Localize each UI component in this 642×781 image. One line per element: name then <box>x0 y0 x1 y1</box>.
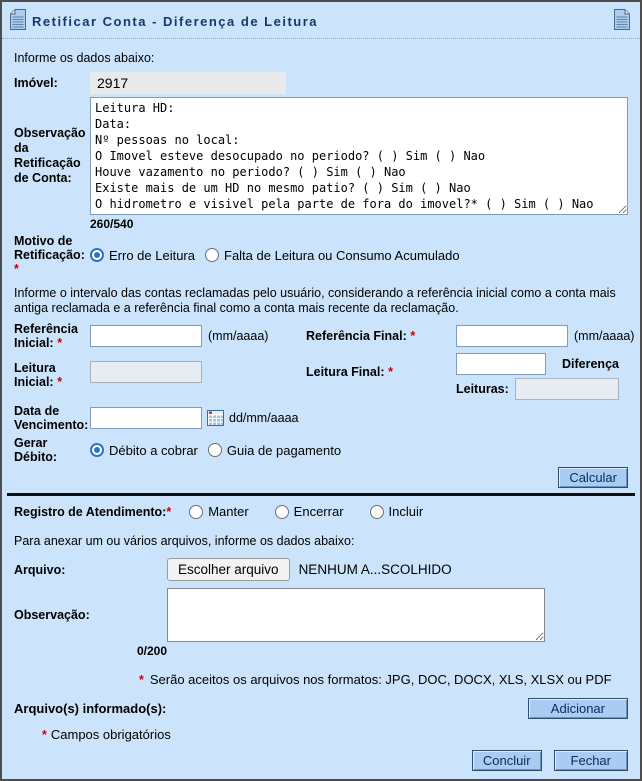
radio-guia-de-pagamento[interactable] <box>208 443 341 458</box>
page-title: Retificar Conta - Diferença de Leitura <box>32 13 318 29</box>
leitura-inicial-required: * <box>57 375 63 389</box>
escolher-arquivo-button[interactable]: Escolher arquivo <box>167 558 290 581</box>
arquivo-label: Arquivo: <box>14 562 66 577</box>
gerar-debito-row <box>14 436 628 464</box>
radio-manter-label: Manter <box>208 504 249 519</box>
radio-encerrar-label: Encerrar <box>293 504 344 519</box>
radio-falta-de-leitura[interactable] <box>205 248 460 263</box>
radio-incluir-icon[interactable] <box>370 505 384 519</box>
referencia-inicial-input[interactable] <box>90 325 202 347</box>
campos-required-mark: * <box>42 728 47 742</box>
intro-text: Informe os dados abaixo: <box>14 51 155 65</box>
radio-manter-icon[interactable] <box>189 505 203 519</box>
leitura-inicial-label: Leitura Inicial: <box>14 361 56 389</box>
data-vencimento-input[interactable] <box>90 407 202 429</box>
radio-falta-de-leitura-icon[interactable] <box>205 248 219 262</box>
leitura-row <box>14 353 628 400</box>
imovel-row <box>14 72 628 94</box>
radio-encerrar[interactable] <box>275 504 344 519</box>
referencia-inicial-hint: (mm/aaaa) <box>208 329 269 343</box>
data-vencimento-row <box>14 404 628 432</box>
radio-erro-de-leitura[interactable] <box>90 248 195 263</box>
motivo-retificacao-row <box>14 234 628 276</box>
registro-atendimento-required: * <box>166 505 172 519</box>
diferenca-leituras-input <box>515 378 619 400</box>
no-file-chosen-text: NENHUM A...SCOLHIDO <box>298 562 452 577</box>
imovel-value: 2917 <box>90 72 286 94</box>
observacao-retificacao-label: Observação da Retificação de Conta: <box>14 126 86 185</box>
calcular-row <box>14 467 628 488</box>
referencia-final-input[interactable] <box>456 325 568 347</box>
calcular-button[interactable]: Calcular <box>558 467 628 488</box>
radio-debito-a-cobrar-icon[interactable] <box>90 443 104 457</box>
imovel-label: Imóvel: <box>14 76 58 90</box>
adicionar-button[interactable]: Adicionar <box>528 698 628 719</box>
data-vencimento-label: Data de Vencimento: <box>14 404 89 432</box>
radio-guia-de-pagamento-label: Guia de pagamento <box>226 442 342 458</box>
arquivo-row <box>14 558 628 581</box>
referencia-final-hint: (mm/aaaa) <box>574 329 635 343</box>
page-icon-right <box>614 9 630 33</box>
formats-note-text: Serão aceitos os arquivos nos formatos: JPG, DOC, DOCX, XLS, XLSX ou PDF <box>149 672 612 687</box>
dialog-action-buttons <box>14 750 628 771</box>
radio-debito-a-cobrar-label: Débito a cobrar <box>109 442 198 458</box>
observacao-retificacao-row <box>14 97 628 215</box>
page-icon-left <box>10 9 26 33</box>
formats-note-row <box>139 672 628 687</box>
radio-guia-de-pagamento-icon[interactable] <box>208 443 222 457</box>
arquivos-informados-label: Arquivo(s) informado(s): <box>14 701 167 716</box>
motivo-retificacao-label: Motivo de Retificação: <box>14 234 85 262</box>
leitura-final-required: * <box>388 365 393 379</box>
radio-incluir-label: Incluir <box>388 504 424 519</box>
campos-obrigatorios-row <box>42 727 628 742</box>
anexo-observacao-label: Observação: <box>14 608 90 622</box>
anexo-observacao-counter: 0/200 <box>137 644 168 658</box>
referencia-inicial-label: Referência Inicial: <box>14 322 78 350</box>
leitura-final-input[interactable] <box>456 353 546 375</box>
radio-falta-de-leitura-label: Falta de Leitura ou Consumo Acumulado <box>224 247 460 263</box>
referencia-inicial-required: * <box>57 336 63 350</box>
radio-encerrar-icon[interactable] <box>275 505 289 519</box>
radio-erro-de-leitura-icon[interactable] <box>90 248 104 262</box>
titlebar <box>2 2 640 39</box>
referencia-final-label: Referência Final: <box>306 329 407 343</box>
diferenca-label-line1: Diferença <box>562 357 619 371</box>
data-vencimento-hint: dd/mm/aaaa <box>229 411 299 425</box>
referencia-row <box>14 322 635 350</box>
radio-erro-de-leitura-label: Erro de Leitura <box>109 247 195 263</box>
section-divider <box>7 493 635 496</box>
referencia-final-required: * <box>410 329 416 343</box>
observacao-retificacao-textarea[interactable] <box>90 97 628 215</box>
motivo-required-mark: * <box>14 262 19 276</box>
calendar-icon[interactable] <box>207 410 224 426</box>
form-content <box>2 51 640 771</box>
anexo-observacao-row <box>14 588 628 642</box>
diferenca-label-line2: Leituras: <box>456 382 509 396</box>
fechar-button[interactable]: Fechar <box>554 750 628 771</box>
radio-manter[interactable] <box>189 504 248 519</box>
formats-required-mark: * <box>139 673 144 687</box>
registro-atendimento-row <box>14 504 628 519</box>
leitura-inicial-input <box>90 361 202 383</box>
campos-obrigatorios-text: Campos obrigatórios <box>50 727 171 742</box>
anexo-observacao-textarea[interactable] <box>167 588 545 642</box>
observacao-retificacao-counter: 260/540 <box>90 217 134 231</box>
arquivos-informados-row <box>14 698 628 719</box>
gerar-debito-label: Gerar Débito: <box>14 436 58 464</box>
intervalo-text: Informe o intervalo das contas reclamadas pelo usuário, considerando a referência inicial como a conta mais antiga reclamada e a referência final como a conta mais recente da reclamação. <box>14 286 616 315</box>
registro-atendimento-label: Registro de Atendimento: <box>14 505 167 519</box>
radio-debito-a-cobrar[interactable] <box>90 443 198 458</box>
anexar-intro-text: Para anexar um ou vários arquivos, informe os dados abaixo: <box>14 534 355 548</box>
leitura-final-label: Leitura Final: <box>306 365 385 379</box>
radio-incluir[interactable] <box>370 504 424 519</box>
concluir-button[interactable]: Concluir <box>472 750 542 771</box>
